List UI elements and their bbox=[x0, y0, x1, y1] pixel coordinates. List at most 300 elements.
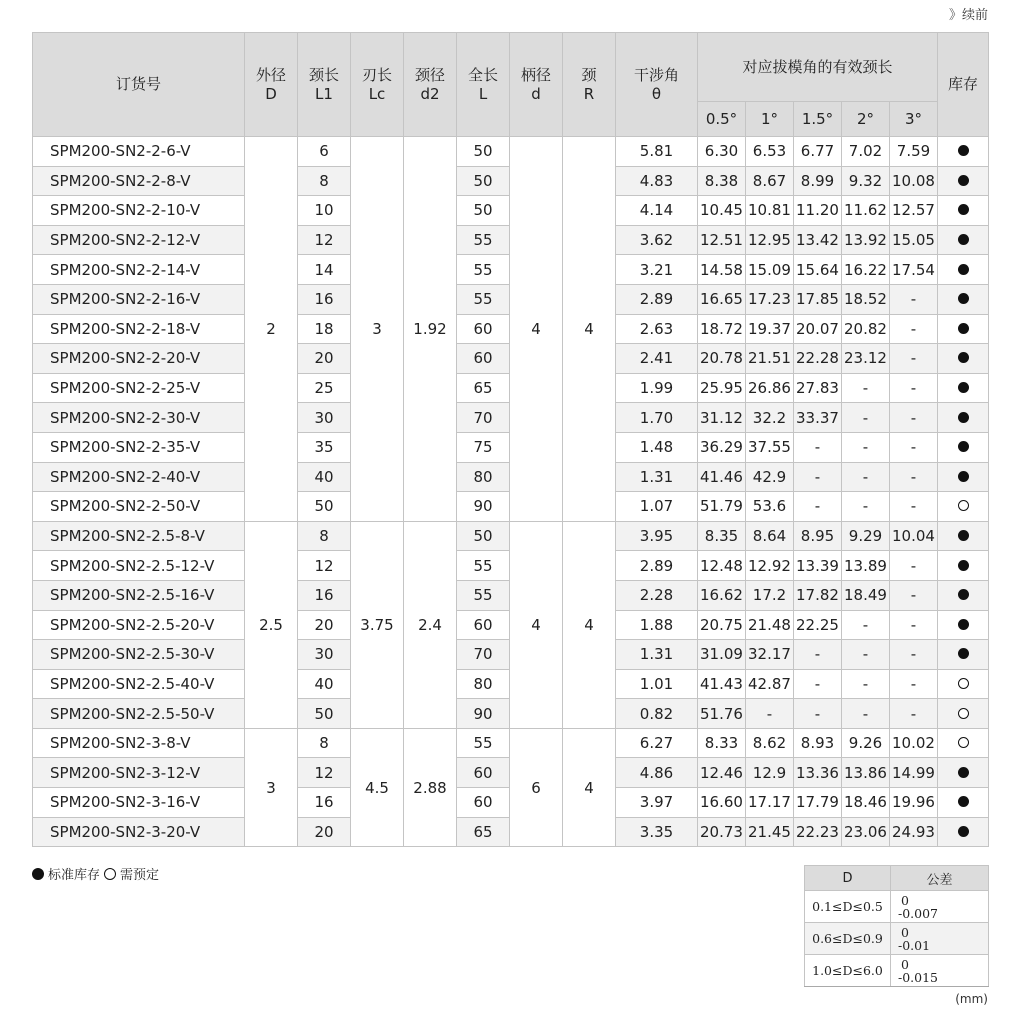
stock-cell bbox=[938, 196, 989, 226]
effective-length-cell: - bbox=[842, 640, 890, 670]
filled-circle-icon bbox=[958, 175, 969, 186]
order-code-cell: SPM200-SN2-2.5-30-V bbox=[33, 640, 245, 670]
table-row bbox=[33, 137, 989, 167]
effective-length-cell: 21.48 bbox=[746, 610, 794, 640]
effective-length-cell: 27.83 bbox=[794, 373, 842, 403]
effective-length-cell: 10.45 bbox=[698, 196, 746, 226]
overall-length-cell: 90 bbox=[457, 699, 510, 729]
overall-length-cell: 55 bbox=[457, 580, 510, 610]
effective-length-cell: 6.77 bbox=[794, 137, 842, 167]
filled-circle-icon bbox=[958, 560, 969, 571]
header-neck-diameter: 颈径 d2 bbox=[404, 33, 457, 137]
neck-r-cell: 4 bbox=[563, 521, 616, 728]
order-code-cell: SPM200-SN2-2.5-8-V bbox=[33, 521, 245, 551]
header-overall-length: 全长 L bbox=[457, 33, 510, 137]
effective-length-cell: 21.51 bbox=[746, 344, 794, 374]
stock-cell bbox=[938, 432, 989, 462]
neck-length-cell: 35 bbox=[298, 432, 351, 462]
interference-angle-cell: 1.70 bbox=[616, 403, 698, 433]
overall-length-cell: 80 bbox=[457, 669, 510, 699]
interference-angle-cell: 4.14 bbox=[616, 196, 698, 226]
overall-length-cell: 55 bbox=[457, 225, 510, 255]
interference-angle-cell: 1.07 bbox=[616, 492, 698, 522]
tolerance-row bbox=[805, 955, 989, 987]
interference-angle-cell: 1.99 bbox=[616, 373, 698, 403]
order-code-cell: SPM200-SN2-2-10-V bbox=[33, 196, 245, 226]
order-code-cell: SPM200-SN2-2-16-V bbox=[33, 284, 245, 314]
filled-circle-icon bbox=[958, 619, 969, 630]
header-angle: 3° bbox=[890, 102, 938, 137]
stock-cell bbox=[938, 758, 989, 788]
stock-cell bbox=[938, 166, 989, 196]
filled-circle-icon bbox=[958, 530, 969, 541]
overall-length-cell: 50 bbox=[457, 521, 510, 551]
stock-cell bbox=[938, 817, 989, 847]
filled-circle-icon bbox=[958, 204, 969, 215]
neck-length-cell: 8 bbox=[298, 521, 351, 551]
neck-length-cell: 10 bbox=[298, 196, 351, 226]
stock-cell bbox=[938, 462, 989, 492]
order-code-cell: SPM200-SN2-2.5-12-V bbox=[33, 551, 245, 581]
effective-length-cell: 12.92 bbox=[746, 551, 794, 581]
tolerance-value-cell bbox=[891, 955, 989, 987]
effective-length-cell: 22.28 bbox=[794, 344, 842, 374]
interference-angle-cell: 2.28 bbox=[616, 580, 698, 610]
effective-length-cell: 9.26 bbox=[842, 728, 890, 758]
effective-length-cell: - bbox=[890, 373, 938, 403]
effective-length-cell: 18.49 bbox=[842, 580, 890, 610]
tolerance-range-cell: 0.6≤D≤0.9 bbox=[805, 923, 891, 955]
overall-length-cell: 80 bbox=[457, 462, 510, 492]
overall-length-cell: 55 bbox=[457, 284, 510, 314]
effective-length-cell: - bbox=[890, 669, 938, 699]
neck-length-cell: 8 bbox=[298, 728, 351, 758]
header-neck-length: 颈长 L1 bbox=[298, 33, 351, 137]
effective-length-cell: 10.81 bbox=[746, 196, 794, 226]
neck-length-cell: 20 bbox=[298, 610, 351, 640]
effective-length-cell: 33.37 bbox=[794, 403, 842, 433]
effective-length-cell: 9.32 bbox=[842, 166, 890, 196]
order-code-cell: SPM200-SN2-2.5-20-V bbox=[33, 610, 245, 640]
overall-length-cell: 55 bbox=[457, 728, 510, 758]
effective-length-cell: 36.29 bbox=[698, 432, 746, 462]
order-code-cell: SPM200-SN2-3-8-V bbox=[33, 728, 245, 758]
tolerance-lower: -0.007 bbox=[898, 905, 939, 921]
effective-length-cell: - bbox=[890, 580, 938, 610]
effective-length-cell: 13.36 bbox=[794, 758, 842, 788]
neck-length-cell: 14 bbox=[298, 255, 351, 285]
effective-length-cell: 12.51 bbox=[698, 225, 746, 255]
overall-length-cell: 90 bbox=[457, 492, 510, 522]
effective-length-cell: 17.82 bbox=[794, 580, 842, 610]
effective-length-cell: 10.08 bbox=[890, 166, 938, 196]
order-code-cell: SPM200-SN2-2.5-40-V bbox=[33, 669, 245, 699]
effective-length-cell: 17.23 bbox=[746, 284, 794, 314]
filled-circle-icon bbox=[958, 796, 969, 807]
interference-angle-cell: 2.89 bbox=[616, 551, 698, 581]
outer-diameter-cell: 3 bbox=[245, 728, 298, 846]
filled-circle-icon bbox=[958, 352, 969, 363]
tolerance-row bbox=[805, 891, 989, 923]
effective-length-cell: 8.95 bbox=[794, 521, 842, 551]
neck-length-cell: 16 bbox=[298, 580, 351, 610]
overall-length-cell: 75 bbox=[457, 432, 510, 462]
neck-diameter-cell: 1.92 bbox=[404, 137, 457, 522]
header-effective-length-group: 对应拔模角的有效颈长 bbox=[698, 33, 938, 102]
effective-length-cell: - bbox=[890, 492, 938, 522]
order-code-cell: SPM200-SN2-2-40-V bbox=[33, 462, 245, 492]
effective-length-cell: 22.25 bbox=[794, 610, 842, 640]
effective-length-cell: 23.12 bbox=[842, 344, 890, 374]
effective-length-cell: 13.86 bbox=[842, 758, 890, 788]
effective-length-cell: 16.62 bbox=[698, 580, 746, 610]
header-neck-r: 颈 R bbox=[563, 33, 616, 137]
effective-length-cell: 42.87 bbox=[746, 669, 794, 699]
effective-length-cell: 20.75 bbox=[698, 610, 746, 640]
effective-length-cell: - bbox=[842, 492, 890, 522]
effective-length-cell: - bbox=[890, 403, 938, 433]
effective-length-cell: - bbox=[794, 699, 842, 729]
order-code-cell: SPM200-SN2-3-20-V bbox=[33, 817, 245, 847]
overall-length-cell: 50 bbox=[457, 166, 510, 196]
neck-length-cell: 50 bbox=[298, 492, 351, 522]
neck-length-cell: 16 bbox=[298, 788, 351, 818]
interference-angle-cell: 2.41 bbox=[616, 344, 698, 374]
neck-length-cell: 25 bbox=[298, 373, 351, 403]
effective-length-cell: - bbox=[890, 344, 938, 374]
interference-angle-cell: 3.21 bbox=[616, 255, 698, 285]
effective-length-cell: 8.33 bbox=[698, 728, 746, 758]
stock-cell bbox=[938, 314, 989, 344]
flute-length-cell: 3.75 bbox=[351, 521, 404, 728]
effective-length-cell: - bbox=[842, 432, 890, 462]
filled-circle-icon bbox=[958, 471, 969, 482]
effective-length-cell: 20.78 bbox=[698, 344, 746, 374]
overall-length-cell: 70 bbox=[457, 640, 510, 670]
effective-length-cell: - bbox=[794, 669, 842, 699]
effective-length-cell: 10.02 bbox=[890, 728, 938, 758]
empty-circle-icon bbox=[958, 500, 969, 511]
effective-length-cell: 19.96 bbox=[890, 788, 938, 818]
interference-angle-cell: 6.27 bbox=[616, 728, 698, 758]
effective-length-cell: 15.64 bbox=[794, 255, 842, 285]
tolerance-range-cell: 1.0≤D≤6.0 bbox=[805, 955, 891, 987]
effective-length-cell: 17.17 bbox=[746, 788, 794, 818]
effective-length-cell: - bbox=[890, 314, 938, 344]
effective-length-cell: - bbox=[842, 403, 890, 433]
effective-length-cell: 42.9 bbox=[746, 462, 794, 492]
neck-length-cell: 12 bbox=[298, 225, 351, 255]
product-rows bbox=[33, 137, 989, 847]
effective-length-cell: 17.85 bbox=[794, 284, 842, 314]
order-code-cell: SPM200-SN2-3-16-V bbox=[33, 788, 245, 818]
filled-circle-icon bbox=[958, 293, 969, 304]
empty-circle-icon bbox=[958, 708, 969, 719]
order-code-cell: SPM200-SN2-2-50-V bbox=[33, 492, 245, 522]
order-code-cell: SPM200-SN2-2.5-16-V bbox=[33, 580, 245, 610]
effective-length-cell: 6.30 bbox=[698, 137, 746, 167]
neck-length-cell: 20 bbox=[298, 344, 351, 374]
neck-length-cell: 40 bbox=[298, 462, 351, 492]
tolerance-upper: 0 bbox=[901, 924, 909, 940]
continued-label: 》续前 bbox=[948, 8, 988, 23]
effective-length-cell: 20.73 bbox=[698, 817, 746, 847]
effective-length-cell: - bbox=[794, 462, 842, 492]
effective-length-cell: 7.02 bbox=[842, 137, 890, 167]
order-code-cell: SPM200-SN2-2-6-V bbox=[33, 137, 245, 167]
stock-cell bbox=[938, 699, 989, 729]
effective-length-cell: 22.23 bbox=[794, 817, 842, 847]
neck-diameter-cell: 2.4 bbox=[404, 521, 457, 728]
empty-circle-icon bbox=[958, 678, 969, 689]
effective-length-cell: 24.93 bbox=[890, 817, 938, 847]
tolerance-upper: 0 bbox=[901, 892, 909, 908]
interference-angle-cell: 1.88 bbox=[616, 610, 698, 640]
interference-angle-cell: 3.35 bbox=[616, 817, 698, 847]
neck-length-cell: 50 bbox=[298, 699, 351, 729]
effective-length-cell: - bbox=[890, 699, 938, 729]
effective-length-cell: 21.45 bbox=[746, 817, 794, 847]
overall-length-cell: 65 bbox=[457, 373, 510, 403]
effective-length-cell: 41.46 bbox=[698, 462, 746, 492]
effective-length-cell: 8.67 bbox=[746, 166, 794, 196]
overall-length-cell: 60 bbox=[457, 344, 510, 374]
filled-circle-icon bbox=[958, 145, 969, 156]
effective-length-cell: 13.42 bbox=[794, 225, 842, 255]
effective-length-cell: 8.38 bbox=[698, 166, 746, 196]
header-angle: 1.5° bbox=[794, 102, 842, 137]
order-code-cell: SPM200-SN2-2-25-V bbox=[33, 373, 245, 403]
effective-length-cell: 23.06 bbox=[842, 817, 890, 847]
stock-cell bbox=[938, 373, 989, 403]
tolerance-header-tolerance: 公差 bbox=[891, 866, 989, 891]
header-angle: 1° bbox=[746, 102, 794, 137]
legend-standard-stock: 标准库存 bbox=[48, 868, 101, 883]
neck-r-cell: 4 bbox=[563, 137, 616, 522]
effective-length-cell: 12.95 bbox=[746, 225, 794, 255]
effective-length-cell: 12.46 bbox=[698, 758, 746, 788]
tolerance-range-cell: 0.1≤D≤0.5 bbox=[805, 891, 891, 923]
effective-length-cell: - bbox=[842, 699, 890, 729]
effective-length-cell: 41.43 bbox=[698, 669, 746, 699]
effective-length-cell: - bbox=[794, 432, 842, 462]
header-flute-length: 刃长 Lc bbox=[351, 33, 404, 137]
effective-length-cell: 19.37 bbox=[746, 314, 794, 344]
header-shank-diameter: 柄径 d bbox=[510, 33, 563, 137]
effective-length-cell: 20.07 bbox=[794, 314, 842, 344]
effective-length-cell: - bbox=[842, 373, 890, 403]
overall-length-cell: 60 bbox=[457, 314, 510, 344]
stock-cell bbox=[938, 551, 989, 581]
effective-length-cell: - bbox=[794, 640, 842, 670]
stock-cell bbox=[938, 255, 989, 285]
tolerance-lower: -0.01 bbox=[898, 937, 931, 953]
neck-length-cell: 18 bbox=[298, 314, 351, 344]
interference-angle-cell: 3.62 bbox=[616, 225, 698, 255]
effective-length-cell: 32.2 bbox=[746, 403, 794, 433]
order-code-cell: SPM200-SN2-2.5-50-V bbox=[33, 699, 245, 729]
stock-cell bbox=[938, 610, 989, 640]
effective-length-cell: 51.76 bbox=[698, 699, 746, 729]
stock-cell bbox=[938, 669, 989, 699]
effective-length-cell: 11.20 bbox=[794, 196, 842, 226]
interference-angle-cell: 0.82 bbox=[616, 699, 698, 729]
overall-length-cell: 60 bbox=[457, 788, 510, 818]
neck-length-cell: 6 bbox=[298, 137, 351, 167]
filled-circle-icon bbox=[958, 323, 969, 334]
overall-length-cell: 65 bbox=[457, 817, 510, 847]
effective-length-cell: 17.2 bbox=[746, 580, 794, 610]
neck-length-cell: 12 bbox=[298, 758, 351, 788]
empty-circle-icon bbox=[104, 868, 116, 880]
order-code-cell: SPM200-SN2-3-12-V bbox=[33, 758, 245, 788]
neck-length-cell: 40 bbox=[298, 669, 351, 699]
table-row bbox=[33, 521, 989, 551]
table-row bbox=[33, 728, 989, 758]
order-code-cell: SPM200-SN2-2-20-V bbox=[33, 344, 245, 374]
effective-length-cell: 11.62 bbox=[842, 196, 890, 226]
order-code-cell: SPM200-SN2-2-12-V bbox=[33, 225, 245, 255]
effective-length-cell: 31.12 bbox=[698, 403, 746, 433]
unit-label: (mm) bbox=[955, 992, 988, 1006]
interference-angle-cell: 2.63 bbox=[616, 314, 698, 344]
neck-length-cell: 8 bbox=[298, 166, 351, 196]
header-stock: 库存 bbox=[938, 33, 989, 137]
filled-circle-icon bbox=[958, 234, 969, 245]
neck-length-cell: 30 bbox=[298, 640, 351, 670]
order-code-cell: SPM200-SN2-2-14-V bbox=[33, 255, 245, 285]
effective-length-cell: 8.64 bbox=[746, 521, 794, 551]
filled-circle-icon bbox=[958, 412, 969, 423]
effective-length-cell: - bbox=[890, 432, 938, 462]
interference-angle-cell: 4.83 bbox=[616, 166, 698, 196]
effective-length-cell: - bbox=[842, 610, 890, 640]
stock-cell bbox=[938, 728, 989, 758]
shank-diameter-cell: 4 bbox=[510, 521, 563, 728]
effective-length-cell: 9.29 bbox=[842, 521, 890, 551]
interference-angle-cell: 1.01 bbox=[616, 669, 698, 699]
overall-length-cell: 60 bbox=[457, 610, 510, 640]
header-interference-angle: 干涉角 θ bbox=[616, 33, 698, 137]
effective-length-cell: - bbox=[890, 610, 938, 640]
effective-length-cell: 20.82 bbox=[842, 314, 890, 344]
effective-length-cell: 32.17 bbox=[746, 640, 794, 670]
stock-cell bbox=[938, 492, 989, 522]
neck-diameter-cell: 2.88 bbox=[404, 728, 457, 846]
order-code-cell: SPM200-SN2-2-8-V bbox=[33, 166, 245, 196]
interference-angle-cell: 1.31 bbox=[616, 640, 698, 670]
effective-length-cell: - bbox=[890, 551, 938, 581]
stock-cell bbox=[938, 403, 989, 433]
effective-length-cell: 8.99 bbox=[794, 166, 842, 196]
order-code-cell: SPM200-SN2-2-35-V bbox=[33, 432, 245, 462]
effective-length-cell: 18.46 bbox=[842, 788, 890, 818]
filled-circle-icon bbox=[958, 767, 969, 778]
effective-length-cell: 12.57 bbox=[890, 196, 938, 226]
outer-diameter-cell: 2 bbox=[245, 137, 298, 522]
effective-length-cell: - bbox=[794, 492, 842, 522]
tolerance-row bbox=[805, 923, 989, 955]
order-code-cell: SPM200-SN2-2-18-V bbox=[33, 314, 245, 344]
effective-length-cell: 18.52 bbox=[842, 284, 890, 314]
neck-r-cell: 4 bbox=[563, 728, 616, 846]
effective-length-cell: 16.22 bbox=[842, 255, 890, 285]
tolerance-value-cell bbox=[891, 891, 989, 923]
interference-angle-cell: 3.97 bbox=[616, 788, 698, 818]
effective-length-cell: - bbox=[890, 640, 938, 670]
neck-length-cell: 16 bbox=[298, 284, 351, 314]
filled-circle-icon bbox=[958, 589, 969, 600]
stock-legend bbox=[32, 864, 159, 883]
stock-cell bbox=[938, 344, 989, 374]
tolerance-header-d: D bbox=[805, 866, 891, 891]
outer-diameter-cell: 2.5 bbox=[245, 521, 298, 728]
effective-length-cell: 26.86 bbox=[746, 373, 794, 403]
effective-length-cell: 17.54 bbox=[890, 255, 938, 285]
neck-length-cell: 20 bbox=[298, 817, 351, 847]
product-spec-table bbox=[32, 32, 989, 847]
interference-angle-cell: 1.31 bbox=[616, 462, 698, 492]
flute-length-cell: 3 bbox=[351, 137, 404, 522]
legend-made-to-order: 需预定 bbox=[120, 868, 160, 883]
effective-length-cell: - bbox=[746, 699, 794, 729]
effective-length-cell: 16.60 bbox=[698, 788, 746, 818]
neck-length-cell: 30 bbox=[298, 403, 351, 433]
interference-angle-cell: 4.86 bbox=[616, 758, 698, 788]
effective-length-cell: 8.35 bbox=[698, 521, 746, 551]
tolerance-value-cell bbox=[891, 923, 989, 955]
filled-circle-icon bbox=[958, 826, 969, 837]
header-angle: 2° bbox=[842, 102, 890, 137]
flute-length-cell: 4.5 bbox=[351, 728, 404, 846]
header-code: 订货号 bbox=[33, 33, 245, 137]
effective-length-cell: 13.92 bbox=[842, 225, 890, 255]
interference-angle-cell: 3.95 bbox=[616, 521, 698, 551]
order-code-cell: SPM200-SN2-2-30-V bbox=[33, 403, 245, 433]
interference-angle-cell: 5.81 bbox=[616, 137, 698, 167]
effective-length-cell: - bbox=[842, 462, 890, 492]
stock-cell bbox=[938, 640, 989, 670]
effective-length-cell: - bbox=[890, 284, 938, 314]
filled-circle-icon bbox=[958, 441, 969, 452]
overall-length-cell: 70 bbox=[457, 403, 510, 433]
tolerance-table bbox=[804, 865, 989, 987]
filled-circle-icon bbox=[32, 868, 44, 880]
effective-length-cell: 25.95 bbox=[698, 373, 746, 403]
filled-circle-icon bbox=[958, 264, 969, 275]
stock-cell bbox=[938, 521, 989, 551]
overall-length-cell: 50 bbox=[457, 137, 510, 167]
neck-length-cell: 12 bbox=[298, 551, 351, 581]
effective-length-cell: 13.39 bbox=[794, 551, 842, 581]
shank-diameter-cell: 4 bbox=[510, 137, 563, 522]
effective-length-cell: 53.6 bbox=[746, 492, 794, 522]
shank-diameter-cell: 6 bbox=[510, 728, 563, 846]
effective-length-cell: 14.99 bbox=[890, 758, 938, 788]
interference-angle-cell: 2.89 bbox=[616, 284, 698, 314]
effective-length-cell: 37.55 bbox=[746, 432, 794, 462]
overall-length-cell: 55 bbox=[457, 551, 510, 581]
effective-length-cell: - bbox=[842, 669, 890, 699]
effective-length-cell: 7.59 bbox=[890, 137, 938, 167]
effective-length-cell: 13.89 bbox=[842, 551, 890, 581]
filled-circle-icon bbox=[958, 648, 969, 659]
effective-length-cell: 8.93 bbox=[794, 728, 842, 758]
stock-cell bbox=[938, 225, 989, 255]
stock-cell bbox=[938, 284, 989, 314]
effective-length-cell: 14.58 bbox=[698, 255, 746, 285]
stock-cell bbox=[938, 580, 989, 610]
